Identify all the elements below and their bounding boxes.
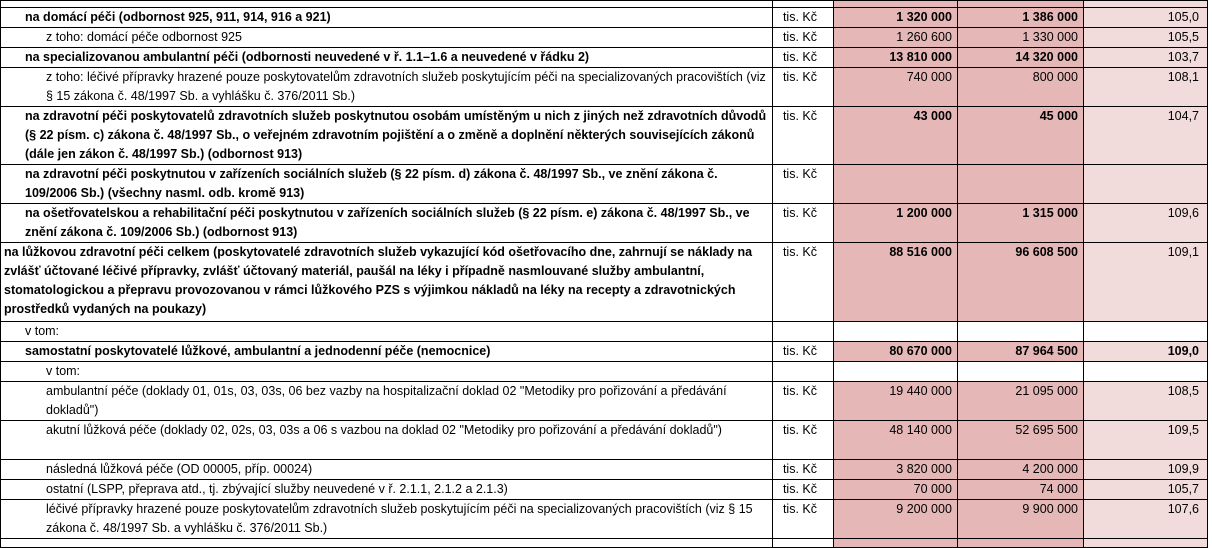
row-label: na domácí péči (odbornost 925, 911, 914, 916 a 921) bbox=[1, 8, 773, 28]
table-row bbox=[1, 460, 1208, 480]
value-col-1 bbox=[833, 539, 957, 548]
table-row bbox=[1, 362, 1208, 382]
value-col-2: 87 964 500 bbox=[957, 342, 1083, 362]
index-value: 104,7 bbox=[1083, 107, 1207, 165]
value-col-2 bbox=[957, 1, 1083, 8]
index-value: 105,0 bbox=[1083, 8, 1207, 28]
value-col-1: 1 260 600 bbox=[833, 28, 957, 48]
table-row bbox=[1, 243, 1208, 322]
row-label: na lůžkovou zdravotní péči celkem (poskytovatelé zdravotních služeb vykazující kód ošetřovacího dne, zahrnují se náklady na zvlášť účtované léčivé přípravky, zvlášť účtovaný materiál, paušál na léky i případně nasmlouvané služby ambulantní, stomatologickou a přepravu provozovanou v rámci lůžkového PZS s výjimkou nákladů na léky na recepty a zdravotnických prostředků vydaných na poukazy) bbox=[1, 243, 773, 322]
value-col-2: 52 695 500 bbox=[957, 421, 1083, 460]
value-col-2 bbox=[957, 362, 1083, 382]
table-row bbox=[1, 107, 1208, 165]
table-row bbox=[1, 500, 1208, 539]
value-col-1: 13 810 000 bbox=[833, 48, 957, 68]
row-unit: tis. Kč bbox=[772, 500, 833, 539]
row-label: následná lůžková péče (OD 00005, příp. 00024) bbox=[1, 460, 773, 480]
row-unit: tis. Kč bbox=[772, 382, 833, 421]
row-unit bbox=[772, 322, 833, 342]
value-col-2: 1 330 000 bbox=[957, 28, 1083, 48]
row-unit: tis. Kč bbox=[772, 107, 833, 165]
row-unit: tis. Kč bbox=[772, 8, 833, 28]
row-label: v tom: bbox=[1, 322, 773, 342]
table-row bbox=[1, 322, 1208, 342]
index-value: 109,9 bbox=[1083, 460, 1207, 480]
index-value: 107,6 bbox=[1083, 500, 1207, 539]
row-unit: tis. Kč bbox=[772, 48, 833, 68]
row-unit bbox=[772, 539, 833, 548]
value-col-2: 74 000 bbox=[957, 480, 1083, 500]
row-label: z toho: léčivé přípravky hrazené pouze poskytovatelům zdravotních služeb poskytujícím péči na specializovaných pracovištích (viz § 15 zákona č. 48/1997 Sb. a vyhlášku č. 376/2011 Sb.) bbox=[1, 68, 773, 107]
value-col-1: 48 140 000 bbox=[833, 421, 957, 460]
index-value bbox=[1083, 165, 1207, 204]
value-col-1: 1 200 000 bbox=[833, 204, 957, 243]
table-row bbox=[1, 68, 1208, 107]
value-col-2: 96 608 500 bbox=[957, 243, 1083, 322]
table-row bbox=[1, 165, 1208, 204]
value-col-2: 45 000 bbox=[957, 107, 1083, 165]
row-label: na zdravotní péči poskytnutou v zařízeních sociálních služeb (§ 22 písm. d) zákona č. 48/1997 Sb., ve znění zákona č. 109/2006 Sb.) (všechny nasml. odb. kromě 913) bbox=[1, 165, 773, 204]
value-col-1: 9 200 000 bbox=[833, 500, 957, 539]
row-unit: tis. Kč bbox=[772, 243, 833, 322]
index-value: 105,5 bbox=[1083, 28, 1207, 48]
value-col-1: 43 000 bbox=[833, 107, 957, 165]
value-col-2: 800 000 bbox=[957, 68, 1083, 107]
value-col-1: 3 820 000 bbox=[833, 460, 957, 480]
value-col-1: 19 440 000 bbox=[833, 382, 957, 421]
row-unit: tis. Kč bbox=[772, 421, 833, 460]
value-col-2 bbox=[957, 539, 1083, 548]
row-unit bbox=[772, 362, 833, 382]
row-label: na zdravotní péči poskytovatelů zdravotních služeb poskytnutou osobám umístěným u nich z jiných než zdravotních důvodů (§ 22 písm. c) zákona č. 48/1997 Sb., o veřejném zdravotním pojištění a o změně a doplnění některých souvisejících zákonů (dále jen zákon č. 48/1997 Sb.) (odbornost 913) bbox=[1, 107, 773, 165]
row-unit bbox=[772, 1, 833, 8]
value-col-1 bbox=[833, 1, 957, 8]
value-col-1: 80 670 000 bbox=[833, 342, 957, 362]
table-row bbox=[1, 48, 1208, 68]
row-label: samostatní poskytovatelé lůžkové, ambulantní a jednodenní péče (nemocnice) bbox=[1, 342, 773, 362]
index-value bbox=[1083, 539, 1207, 548]
index-value: 109,6 bbox=[1083, 204, 1207, 243]
value-col-2 bbox=[957, 165, 1083, 204]
row-label: ostatní (LSPP, přeprava atd., tj. zbývající služby neuvedené v ř. 2.1.1, 2.1.2 a 2.1.3) bbox=[1, 480, 773, 500]
row-label: ambulantní péče (doklady 01, 01s, 03, 03s, 06 bez vazby na hospitalizační doklad 02 "Metodiky pro pořizování a předávání dokladů") bbox=[1, 382, 773, 421]
table-row bbox=[1, 539, 1208, 548]
value-col-1 bbox=[833, 322, 957, 342]
row-label bbox=[1, 1, 773, 8]
value-col-2: 4 200 000 bbox=[957, 460, 1083, 480]
index-value: 109,5 bbox=[1083, 421, 1207, 460]
table-row bbox=[1, 8, 1208, 28]
table-row bbox=[1, 421, 1208, 460]
table-row bbox=[1, 342, 1208, 362]
row-label bbox=[1, 539, 773, 548]
index-value: 108,5 bbox=[1083, 382, 1207, 421]
table-row bbox=[1, 1, 1208, 8]
row-unit: tis. Kč bbox=[772, 342, 833, 362]
index-value: 105,7 bbox=[1083, 480, 1207, 500]
value-col-1: 1 320 000 bbox=[833, 8, 957, 28]
row-unit: tis. Kč bbox=[772, 28, 833, 48]
value-col-2 bbox=[957, 322, 1083, 342]
row-label: na specializovanou ambulantní péči (odbornosti neuvedené v ř. 1.1–1.6 a neuvedené v řádku 2) bbox=[1, 48, 773, 68]
value-col-2: 1 386 000 bbox=[957, 8, 1083, 28]
index-value bbox=[1083, 322, 1207, 342]
value-col-2: 9 900 000 bbox=[957, 500, 1083, 539]
row-unit: tis. Kč bbox=[772, 460, 833, 480]
value-col-1: 88 516 000 bbox=[833, 243, 957, 322]
value-col-1: 740 000 bbox=[833, 68, 957, 107]
index-value: 108,1 bbox=[1083, 68, 1207, 107]
table-row bbox=[1, 204, 1208, 243]
row-unit: tis. Kč bbox=[772, 480, 833, 500]
value-col-2: 1 315 000 bbox=[957, 204, 1083, 243]
value-col-2: 21 095 000 bbox=[957, 382, 1083, 421]
row-label: na ošetřovatelskou a rehabilitační péči poskytnutou v zařízeních sociálních služeb (§ 22 písm. e) zákona č. 48/1997 Sb., ve znění zákona č. 109/2006 Sb.) (odbornost 913) bbox=[1, 204, 773, 243]
value-col-2: 14 320 000 bbox=[957, 48, 1083, 68]
row-label: v tom: bbox=[1, 362, 773, 382]
table-row bbox=[1, 28, 1208, 48]
row-label: z toho: domácí péče odbornost 925 bbox=[1, 28, 773, 48]
table-body bbox=[1, 1, 1208, 548]
row-label: léčivé přípravky hrazené pouze poskytovatelům zdravotních služeb poskytujícím péči na specializovaných pracovištích (viz § 15 zákona č. 48/1997 Sb. a vyhlášku č. 376/2011 Sb.) bbox=[1, 500, 773, 539]
index-value: 109,1 bbox=[1083, 243, 1207, 322]
index-value bbox=[1083, 1, 1207, 8]
table-row bbox=[1, 382, 1208, 421]
index-value: 103,7 bbox=[1083, 48, 1207, 68]
value-col-1: 70 000 bbox=[833, 480, 957, 500]
row-unit: tis. Kč bbox=[772, 204, 833, 243]
row-unit: tis. Kč bbox=[772, 165, 833, 204]
row-label: akutní lůžková péče (doklady 02, 02s, 03, 03s a 06 s vazbou na doklad 02 "Metodiky pro pořizování a předávání dokladů") bbox=[1, 421, 773, 460]
value-col-1 bbox=[833, 362, 957, 382]
table-row bbox=[1, 480, 1208, 500]
value-col-1 bbox=[833, 165, 957, 204]
row-unit: tis. Kč bbox=[772, 68, 833, 107]
index-value bbox=[1083, 362, 1207, 382]
index-value: 109,0 bbox=[1083, 342, 1207, 362]
